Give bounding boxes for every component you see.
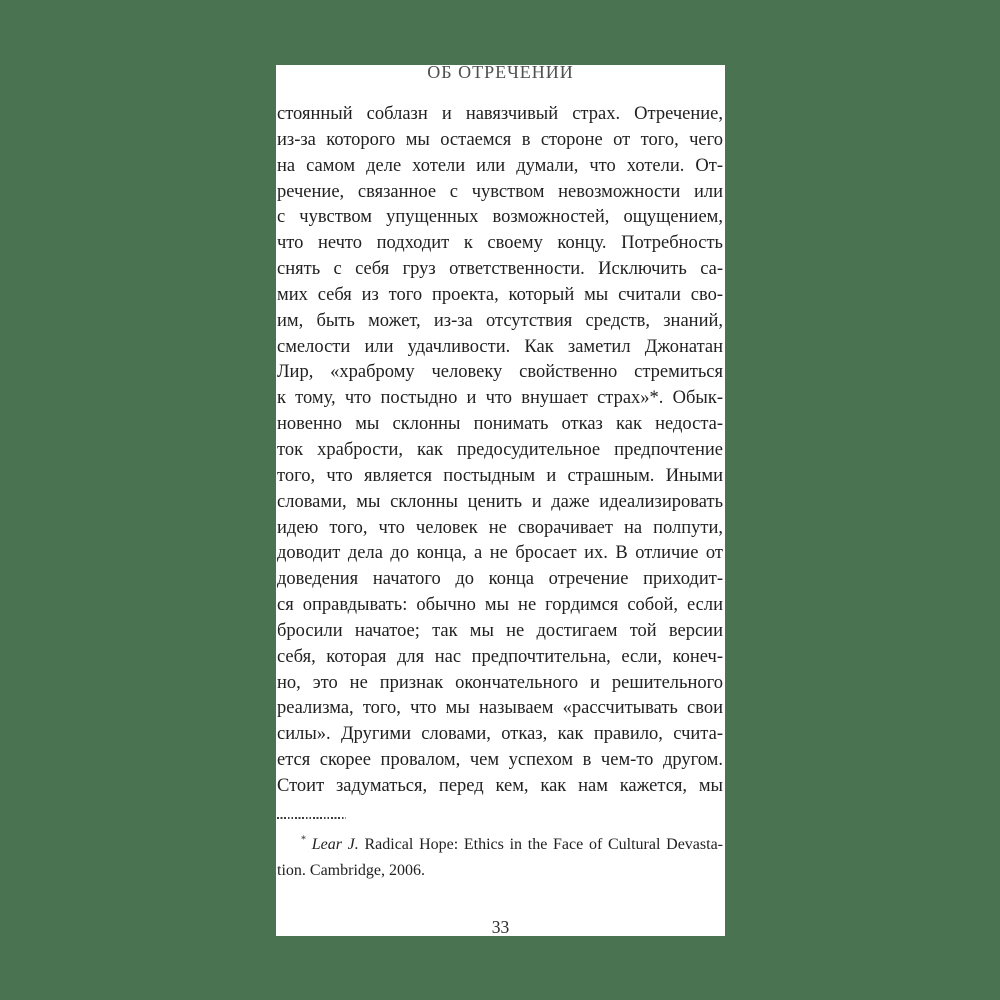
- text-line: что нечто подходит к своему концу. Потребность: [277, 233, 723, 254]
- text-line: доводит дела до конца, а не бросает их. В отличие от: [277, 543, 723, 564]
- body-text: [277, 102, 723, 800]
- text-line: речение, связанное с чувством невозможности или: [277, 181, 723, 202]
- running-header: ОБ ОТРЕЧЕНИИ: [427, 62, 574, 82]
- text-line: но, это не признак окончательного и решительного: [277, 672, 723, 693]
- text-line: стоянный соблазн и навязчивый страх. Отречение,: [277, 104, 723, 124]
- footnote-author: Lear J.: [311, 836, 359, 853]
- text-line: к тому, что постыдно и что внушает страх»*. Обык-: [277, 388, 723, 409]
- text-line: ся оправдывать: обычно мы не гордимся собой, если: [277, 595, 723, 616]
- text-line: новенно мы склонны понимать отказ как недоста-: [277, 414, 723, 435]
- text-line: Лир, «храброму человеку свойственно стремиться: [277, 362, 723, 383]
- text-line: мих себя из того проекта, который мы считали сво-: [277, 284, 723, 305]
- text-line: идею того, что человек не сворачивает на полпути,: [277, 517, 723, 538]
- text-line: Стоит задуматься, перед кем, как нам кажется, мы: [277, 775, 723, 796]
- text-line: ток храбрости, как предосудительное предпочтение: [277, 439, 723, 460]
- page-number: 33: [491, 917, 510, 937]
- footnote-marker: *: [301, 834, 306, 846]
- text-line: словами, мы склонны ценить и даже идеализировать: [277, 491, 723, 512]
- text-line: смелости или удачливости. Как заметил Джонатан: [277, 336, 723, 357]
- footnote-line-1: [277, 832, 723, 858]
- footnote: [277, 832, 723, 884]
- text-line: себя, которая для нас предпочтительна, если, конеч-: [277, 646, 723, 667]
- text-line: им, быть может, из-за отсутствия средств, знаний,: [277, 310, 723, 331]
- text-line: на самом деле хотели или думали, что хотели. От-: [277, 155, 723, 176]
- text-line: доведения начатого до конца отречение приходит-: [277, 569, 723, 590]
- text-line: снять с себя груз ответственности. Исключить са-: [277, 259, 723, 280]
- text-line: того, что является постыдным и страшным. Иными: [277, 465, 723, 486]
- book-page[interactable]: [276, 62, 725, 937]
- footnote-separator: [277, 817, 346, 819]
- text-line: ется скорее провалом, чем успехом в чем-то другом.: [277, 750, 723, 771]
- text-line: реализма, того, что мы называем «рассчитывать свои: [277, 698, 723, 719]
- text-line: из-за которого мы остаемся в стороне от того, чего: [277, 129, 723, 150]
- text-line: силы». Другими словами, отказ, как правило, счита-: [277, 724, 723, 745]
- footnote-reference-text: Radical Hope: Ethics in the Face of Cultural Devasta-: [358, 836, 724, 853]
- text-line: с чувством упущенных возможностей, ощущением,: [277, 207, 723, 228]
- text-line: бросили начатое; так мы не достигаем той версии: [277, 620, 723, 641]
- footnote-line-2: tion. Cambridge, 2006.: [277, 862, 425, 879]
